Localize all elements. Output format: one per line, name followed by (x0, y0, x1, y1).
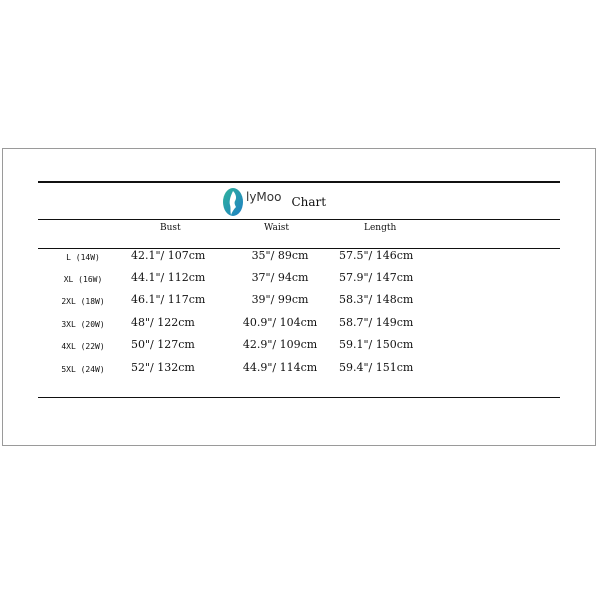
table-row (0, 293, 600, 313)
waist-cell: 42.9"/ 109cm (242, 338, 318, 351)
column-header-bust: Bust (160, 223, 181, 233)
table-row (0, 271, 600, 291)
bust-cell: 46.1"/ 117cm (131, 293, 206, 306)
woman-face-silhouette-icon (222, 187, 244, 217)
length-cell: 59.1"/ 150cm (339, 338, 414, 351)
title-rule (38, 219, 560, 220)
length-cell: 57.5"/ 146cm (339, 249, 414, 262)
column-header-waist: Waist (264, 223, 289, 233)
size-cell: L (14W) (66, 253, 100, 262)
top-rule (38, 181, 560, 183)
length-cell: 57.9"/ 147cm (339, 271, 414, 284)
table-row (0, 338, 600, 358)
size-cell: 2XL (18W) (61, 297, 105, 306)
brand-name: lyMoo (246, 190, 282, 204)
size-cell: XL (16W) (63, 275, 103, 284)
table-row (0, 361, 600, 381)
table-row (0, 316, 600, 336)
waist-cell: 37"/ 94cm (251, 271, 309, 284)
waist-cell: 39"/ 99cm (251, 293, 309, 306)
bottom-rule (38, 397, 560, 398)
bust-cell: 42.1"/ 107cm (131, 249, 206, 262)
length-cell: 58.3"/ 148cm (339, 293, 414, 306)
bust-cell: 44.1"/ 112cm (131, 271, 206, 284)
length-cell: 58.7"/ 149cm (339, 316, 414, 329)
waist-cell: 35"/ 89cm (251, 249, 309, 262)
brand-title (222, 186, 326, 218)
size-cell: 5XL (24W) (61, 365, 105, 374)
table-row (0, 249, 600, 269)
chart-title: Chart (291, 195, 327, 209)
waist-cell: 40.9"/ 104cm (242, 316, 318, 329)
bust-cell: 48"/ 122cm (131, 316, 195, 329)
bust-cell: 50"/ 127cm (131, 338, 195, 351)
column-header-length: Length (364, 223, 397, 233)
bust-cell: 52"/ 132cm (131, 361, 195, 374)
size-cell: 4XL (22W) (61, 342, 105, 351)
size-cell: 3XL (20W) (61, 320, 105, 329)
length-cell: 59.4"/ 151cm (339, 361, 414, 374)
waist-cell: 44.9"/ 114cm (242, 361, 318, 374)
